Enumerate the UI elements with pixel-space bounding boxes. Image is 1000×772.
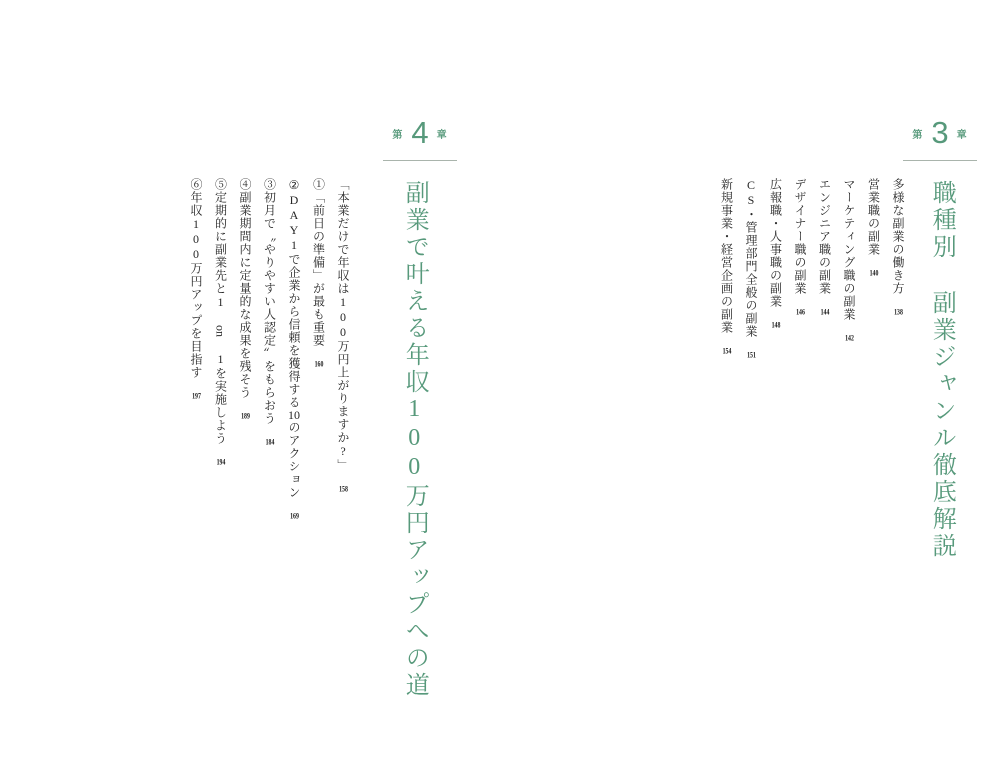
chapter-suffix-label: 章	[956, 129, 968, 141]
chapter-3-toc	[714, 178, 910, 518]
toc-entry-text: ③初月で〝やりやすい人認定〟をもらおう	[262, 178, 277, 425]
toc-entry-page-number: 142	[845, 334, 854, 342]
toc-entry	[763, 178, 788, 518]
toc-entry-text: ①「前日の準備」が最も重要	[311, 178, 326, 347]
toc-entry-text: CS・管理部門全般の副業	[744, 178, 758, 338]
toc-entry	[233, 178, 258, 743]
toc-entry-text: 「本業だけで年収は100万円上がりますか?」	[336, 178, 350, 472]
toc-entry-page-number: 184	[265, 438, 275, 446]
chapter-4-badge	[383, 115, 457, 150]
toc-entry	[331, 178, 356, 743]
toc-entry	[208, 178, 233, 743]
chapter-3-header	[903, 115, 977, 161]
toc-entry	[739, 178, 764, 518]
toc-entry-page-number: 158	[339, 485, 348, 493]
toc-entry-text: ②DAY1で企業から信頼を獲得する10のアクション	[287, 178, 301, 499]
toc-entry-text: 営業職の副業	[866, 178, 881, 256]
toc-entry	[788, 178, 813, 518]
toc-entry-page-number: 169	[290, 512, 299, 520]
chapter-4-title: 副業で叶える年収100万円アップへの道	[401, 180, 428, 699]
chapter-4-header	[383, 115, 457, 161]
toc-entry	[861, 178, 886, 518]
toc-entry-text: 多様な副業の働き方	[891, 178, 905, 295]
toc-entry	[257, 178, 282, 743]
toc-entry	[714, 178, 739, 518]
toc-entry-text: ⑥年収100万円アップを目指す	[189, 178, 203, 379]
toc-entry-page-number: 151	[747, 351, 756, 359]
toc-entry-page-number: 138	[894, 308, 903, 316]
chapter-divider-line	[903, 160, 977, 161]
chapter-suffix-label: 章	[436, 129, 448, 141]
chapter-4-toc	[184, 178, 356, 743]
toc-entry	[886, 178, 911, 518]
toc-entry-page-number: 194	[216, 458, 226, 466]
toc-entry-text: 新規事業・経営企画の副業	[719, 178, 734, 334]
toc-entry-text: 広報職・人事職の副業	[768, 178, 783, 308]
toc-entry-text: エンジニア職の副業	[817, 178, 832, 295]
toc-entry-text: マーケティング職の副業	[842, 178, 856, 321]
toc-entry-text: デザイナー職の副業	[793, 178, 807, 295]
toc-entry	[184, 178, 209, 743]
chapter-number: 3	[931, 115, 949, 150]
toc-entry-page-number: 148	[771, 321, 781, 329]
toc-entry-text: ⑤定期的に副業先と1 on 1を実施しよう	[213, 178, 228, 445]
toc-entry-page-number: 189	[241, 412, 250, 420]
toc-entry-page-number: 146	[796, 308, 805, 316]
toc-entry-page-number: 154	[722, 347, 732, 355]
toc-entry	[812, 178, 837, 518]
chapter-prefix-label: 第	[392, 129, 404, 141]
chapter-3-badge	[903, 115, 977, 150]
toc-entry-page-number: 197	[192, 392, 201, 400]
toc-entry-page-number: 160	[314, 360, 324, 368]
toc-entry-text: ④副業期間内に定量的な成果を残そう	[238, 178, 252, 399]
toc-entry-page-number: 140	[869, 269, 879, 277]
toc-entry	[306, 178, 331, 743]
chapter-number: 4	[411, 115, 429, 150]
toc-entry	[837, 178, 862, 518]
chapter-prefix-label: 第	[912, 129, 924, 141]
chapter-divider-line	[383, 160, 457, 161]
toc-entry-page-number: 144	[820, 308, 830, 316]
chapter-3-title: 職種別 副業ジャンル徹底解説	[928, 180, 955, 560]
toc-entry	[282, 178, 307, 743]
